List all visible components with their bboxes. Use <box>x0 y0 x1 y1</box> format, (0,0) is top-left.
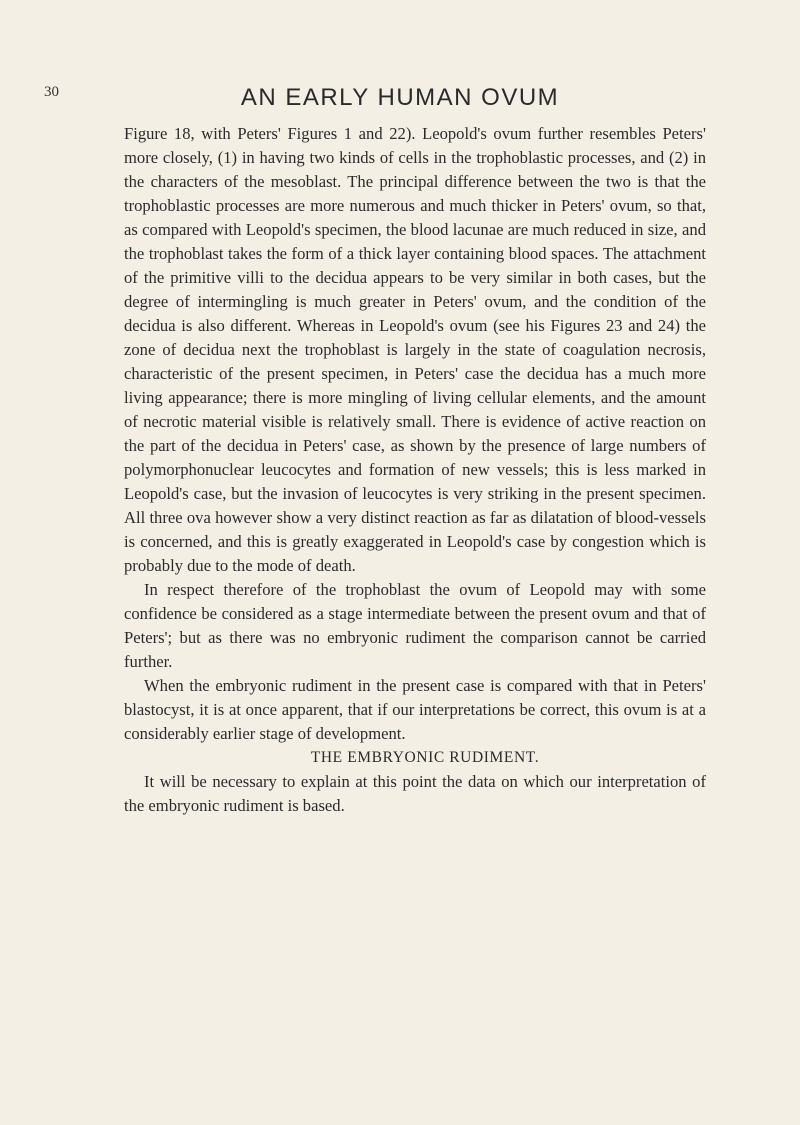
paragraph-3: When the embryonic rudiment in the present case is compared with that in Peters' blastocyst, it is at once apparent, that if our interpretations be correct, this ovum is at a considerably earlier stage of development. <box>124 676 706 743</box>
paragraph-1: Figure 18, with Peters' Figures 1 and 22). Leopold's ovum further resembles Peters' more closely, (1) in having two kinds of cells in the trophoblastic processes, and (2) in the characters of the mesoblast. The principal difference between the two is that the trophoblastic processes are more numerous and much thicker in Peters' ovum, so that, as compared with Leopold's specimen, the blood lacunae are much reduced in size, and the trophoblast takes the form of a thick layer containing blood spaces. The attachment of the primitive villi to the decidua appears to be very similar in both cases, but the degree of intermingling is much greater in Peters' ovum, and the condition of the decidua is also different. Whereas in Leopold's ovum (see his Figures 23 and 24) the zone of decidua next the trophoblast is largely in the state of coagulation necrosis, characteristic of the present specimen, in Peters' case the decidua has a much more living appearance; there is more mingling of living cellular elements, and the amount of necrotic material visible is relatively small. There is evidence of active reaction on the part of the decidua in Peters' case, as shown by the presence of large numbers of polymorphonuclear leucocytes and formation of new vessels; this is less marked in Leopold's case, but the invasion of leucocytes is very striking in the present specimen. All three ova however show a very distinct reaction as far as dilatation of blood-vessels is concerned, and this is greatly exaggerated in Leopold's case by congestion which is probably due to the mode of death. <box>124 124 706 575</box>
section-paragraph: It will be necessary to explain at this point the data on which our interpretation of the embryonic rudiment is based. <box>124 772 706 815</box>
paragraph-2: In respect therefore of the trophoblast the ovum of Leopold may with some confidence be considered as a stage intermediate between the present ovum and that of Peters'; but as there was no embryonic rudiment the comparison cannot be carried further. <box>124 580 706 671</box>
running-head: AN EARLY HUMAN OVUM <box>240 84 560 111</box>
section-heading: THE EMBRYONIC RUDIMENT. <box>310 749 540 766</box>
body-text <box>124 122 706 818</box>
page-number: 30 <box>44 84 59 100</box>
